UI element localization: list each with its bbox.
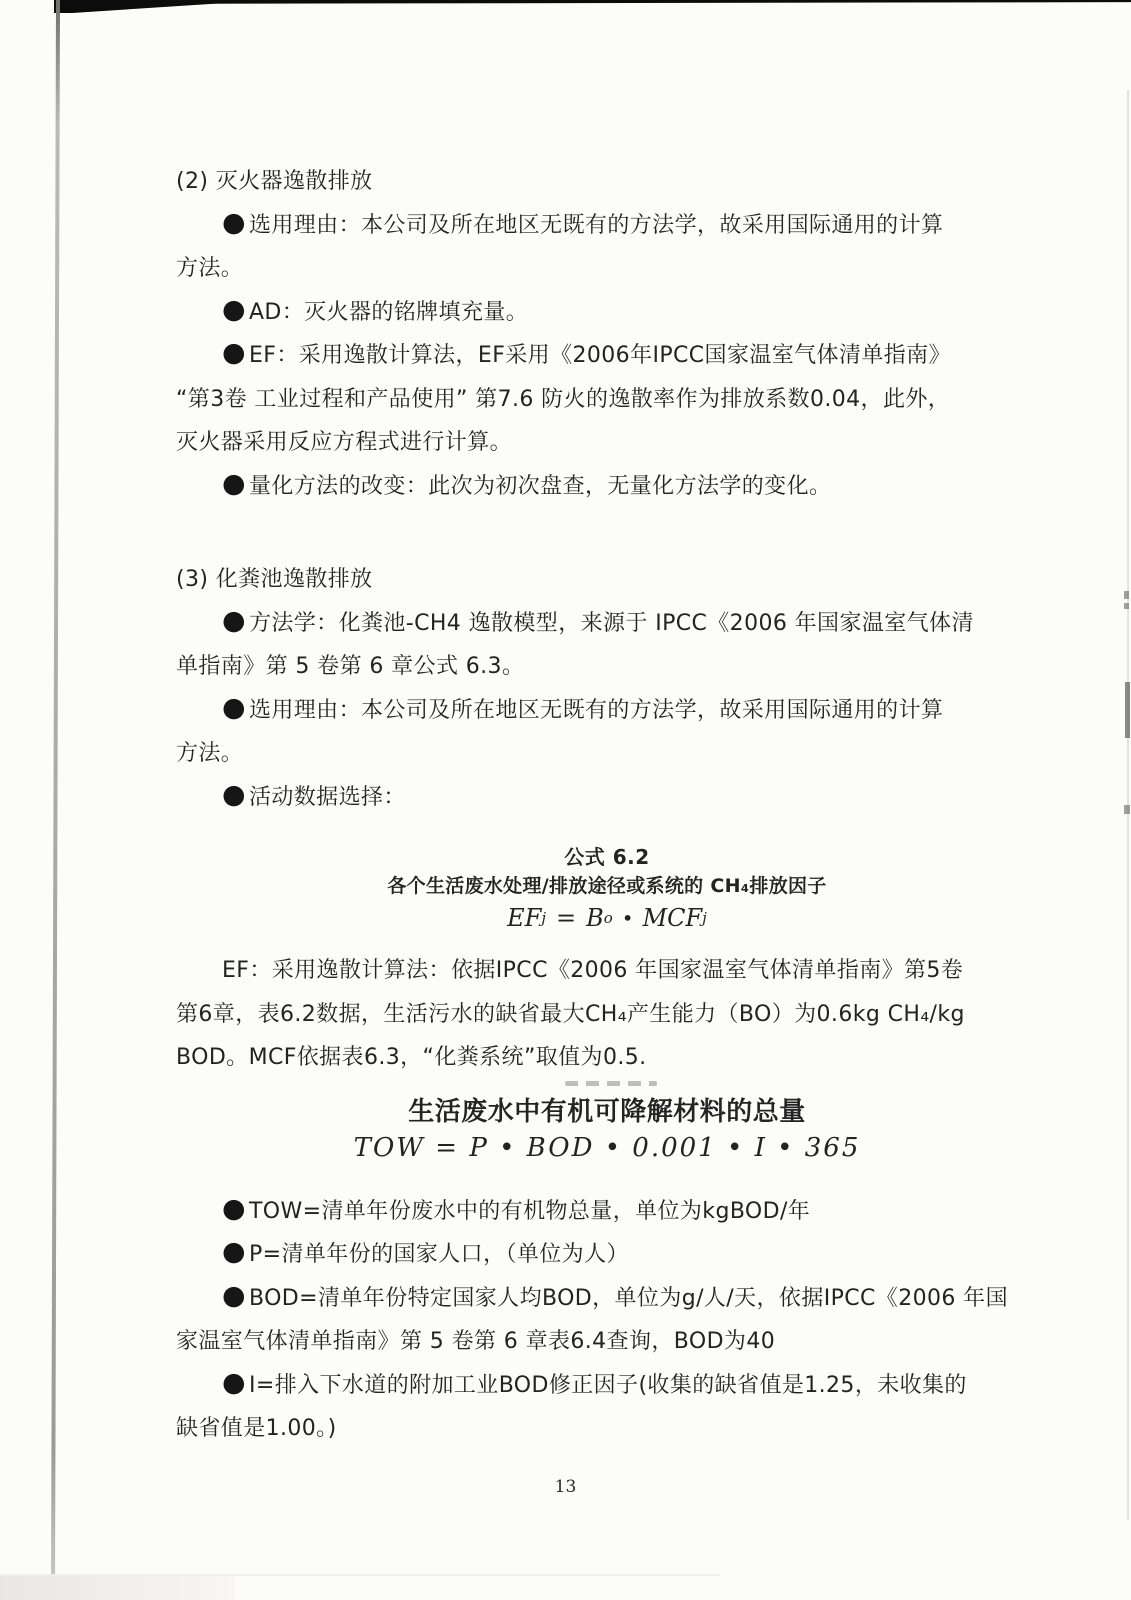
- text-line: [176, 1034, 988, 1078]
- bullet-icon: ●: [222, 778, 246, 810]
- line-text: AD：灭火器的铭牌填充量。: [248, 299, 529, 325]
- line-text: 第6章，表6.2数据，生活污水的缺省最大CH₄产生能力（BO）为0.6kg CH₄/kg: [176, 1001, 965, 1027]
- heading-text: (2) 灭火器逸散排放: [176, 169, 373, 195]
- bullet-icon: ●: [222, 1279, 246, 1311]
- bullet-icon: ●: [222, 1366, 246, 1398]
- formula-6-2-subtitle: [176, 869, 988, 899]
- text-line: [176, 1405, 988, 1449]
- bullet-icon: ●: [222, 604, 246, 636]
- dot-operator: •: [621, 906, 634, 930]
- tow-title-text: 生活废水中有机可降解材料的总量: [408, 1097, 806, 1127]
- document-body: [176, 158, 1008, 1449]
- scan-artifact-right-dash: [1124, 603, 1129, 609]
- text-line: [176, 991, 988, 1035]
- block-gap: [176, 1168, 988, 1188]
- block-gap: [176, 817, 988, 841]
- text-line: [176, 1362, 988, 1406]
- line-text: I=排入下水道的附加工业BOD修正因子(收集的缺省值是1.25，未收集的: [248, 1372, 967, 1398]
- formula-title-text: 公式 6.2: [564, 844, 650, 869]
- formula-subtitle-text: 各个生活废水处理/排放途径或系统的 CH₄排放因子: [387, 874, 827, 897]
- bullet-icon: ●: [222, 337, 246, 369]
- bullet-icon: ●: [222, 467, 246, 499]
- tow-formula-title: [176, 1092, 988, 1128]
- line-text: P=清单年份的国家人口，（单位为人）: [248, 1242, 629, 1268]
- formula-ch4-ef-equation: EF j = B o • MCF j: [507, 904, 707, 932]
- text-line: [176, 245, 988, 289]
- line-text: 活动数据选择：: [248, 784, 406, 810]
- line-text: BOD。MCF依据表6.3，“化粪系统”取值为0.5.: [176, 1045, 647, 1071]
- text-line: [176, 600, 988, 644]
- bullet-icon: ●: [222, 1236, 246, 1268]
- line-text: 量化方法的改变：此次为初次盘查，无量化方法学的变化。: [248, 473, 832, 499]
- formula-lhs: EF: [507, 904, 542, 932]
- scan-artifact-top-wedge: [54, 0, 239, 13]
- section-3-heading: [176, 556, 988, 600]
- line-text: 方法学：化粪池-CH4 逸散模型，来源于 IPCC《2006 年国家温室气体清: [248, 610, 974, 636]
- line-text: 单指南》第 5 卷第 6 章公式 6.3。: [176, 654, 525, 680]
- tow-formula-equation: [176, 1128, 988, 1168]
- line-text: 选用理由：本公司及所在地区无既有的方法学，故采用国际通用的计算: [248, 697, 944, 723]
- line-text: 家温室气体清单指南》第 5 卷第 6 章表6.4查询，BOD为40: [176, 1329, 776, 1355]
- scan-artifact-bottom-shadow: [0, 1576, 235, 1600]
- section-2-heading: [176, 158, 988, 202]
- formula-term2: MCF: [642, 904, 703, 932]
- text-line: [176, 419, 988, 463]
- section-gap: [176, 506, 988, 556]
- text-line: [176, 643, 988, 687]
- line-text: 方法。: [176, 256, 244, 282]
- line-text: 缺省值是1.00。): [176, 1416, 337, 1442]
- text-line: [176, 1318, 988, 1362]
- line-text: BOD=清单年份特定国家人均BOD，单位为g/人/天，依据IPCC《2006 年国: [248, 1285, 1008, 1311]
- block-gap: [176, 937, 988, 947]
- page-number: 13: [554, 1477, 577, 1497]
- text-line: [176, 463, 988, 507]
- text-line: [176, 947, 988, 991]
- bullet-icon: ●: [222, 1192, 246, 1224]
- text-line: [176, 687, 988, 731]
- text-line: [176, 730, 988, 774]
- scan-artifact-right-dash: [1124, 591, 1129, 599]
- text-line: [176, 289, 988, 333]
- block-gap: [176, 1078, 988, 1092]
- scan-artifact-right-dash: [1125, 682, 1130, 738]
- formula-6-2-title: [176, 841, 988, 869]
- line-text: 灭火器采用反应方程式进行计算。: [176, 430, 513, 456]
- bullet-icon: ●: [222, 206, 246, 238]
- text-line: [176, 1231, 988, 1275]
- line-text: 选用理由：本公司及所在地区无既有的方法学，故采用国际通用的计算: [248, 212, 944, 238]
- text-line: [176, 202, 988, 246]
- line-text: “第3卷 工业过程和产品使用” 第7.6 防火的逸散率作为排放系数0.04，此外，: [176, 386, 951, 412]
- line-text: 方法。: [176, 741, 244, 767]
- tow-expression-text: TOW = P • BOD • 0.001 • I • 365: [353, 1132, 861, 1163]
- text-line: [176, 376, 988, 420]
- text-line: [176, 332, 988, 376]
- scan-artifact-left-edge-line: [51, 0, 60, 1578]
- heading-text: (3) 化粪池逸散排放: [176, 567, 373, 593]
- line-text: EF：采用逸散计算法：依据IPCC《2006 年国家温室气体清单指南》第5卷: [222, 958, 964, 984]
- equals-sign: =: [556, 904, 577, 932]
- text-line: [176, 774, 988, 818]
- text-line: [176, 1275, 1008, 1319]
- line-text: EF：采用逸散计算法，EF采用《2006年IPCC国家温室气体清单指南》: [248, 343, 951, 369]
- formula-term1: B: [586, 904, 604, 932]
- bullet-icon: ●: [222, 691, 246, 723]
- bullet-icon: ●: [222, 293, 246, 325]
- text-line: [176, 1188, 988, 1232]
- scan-artifact-right-dash: [1124, 805, 1130, 814]
- line-text: TOW=清单年份废水中的有机物总量，单位为kgBOD/年: [248, 1198, 811, 1224]
